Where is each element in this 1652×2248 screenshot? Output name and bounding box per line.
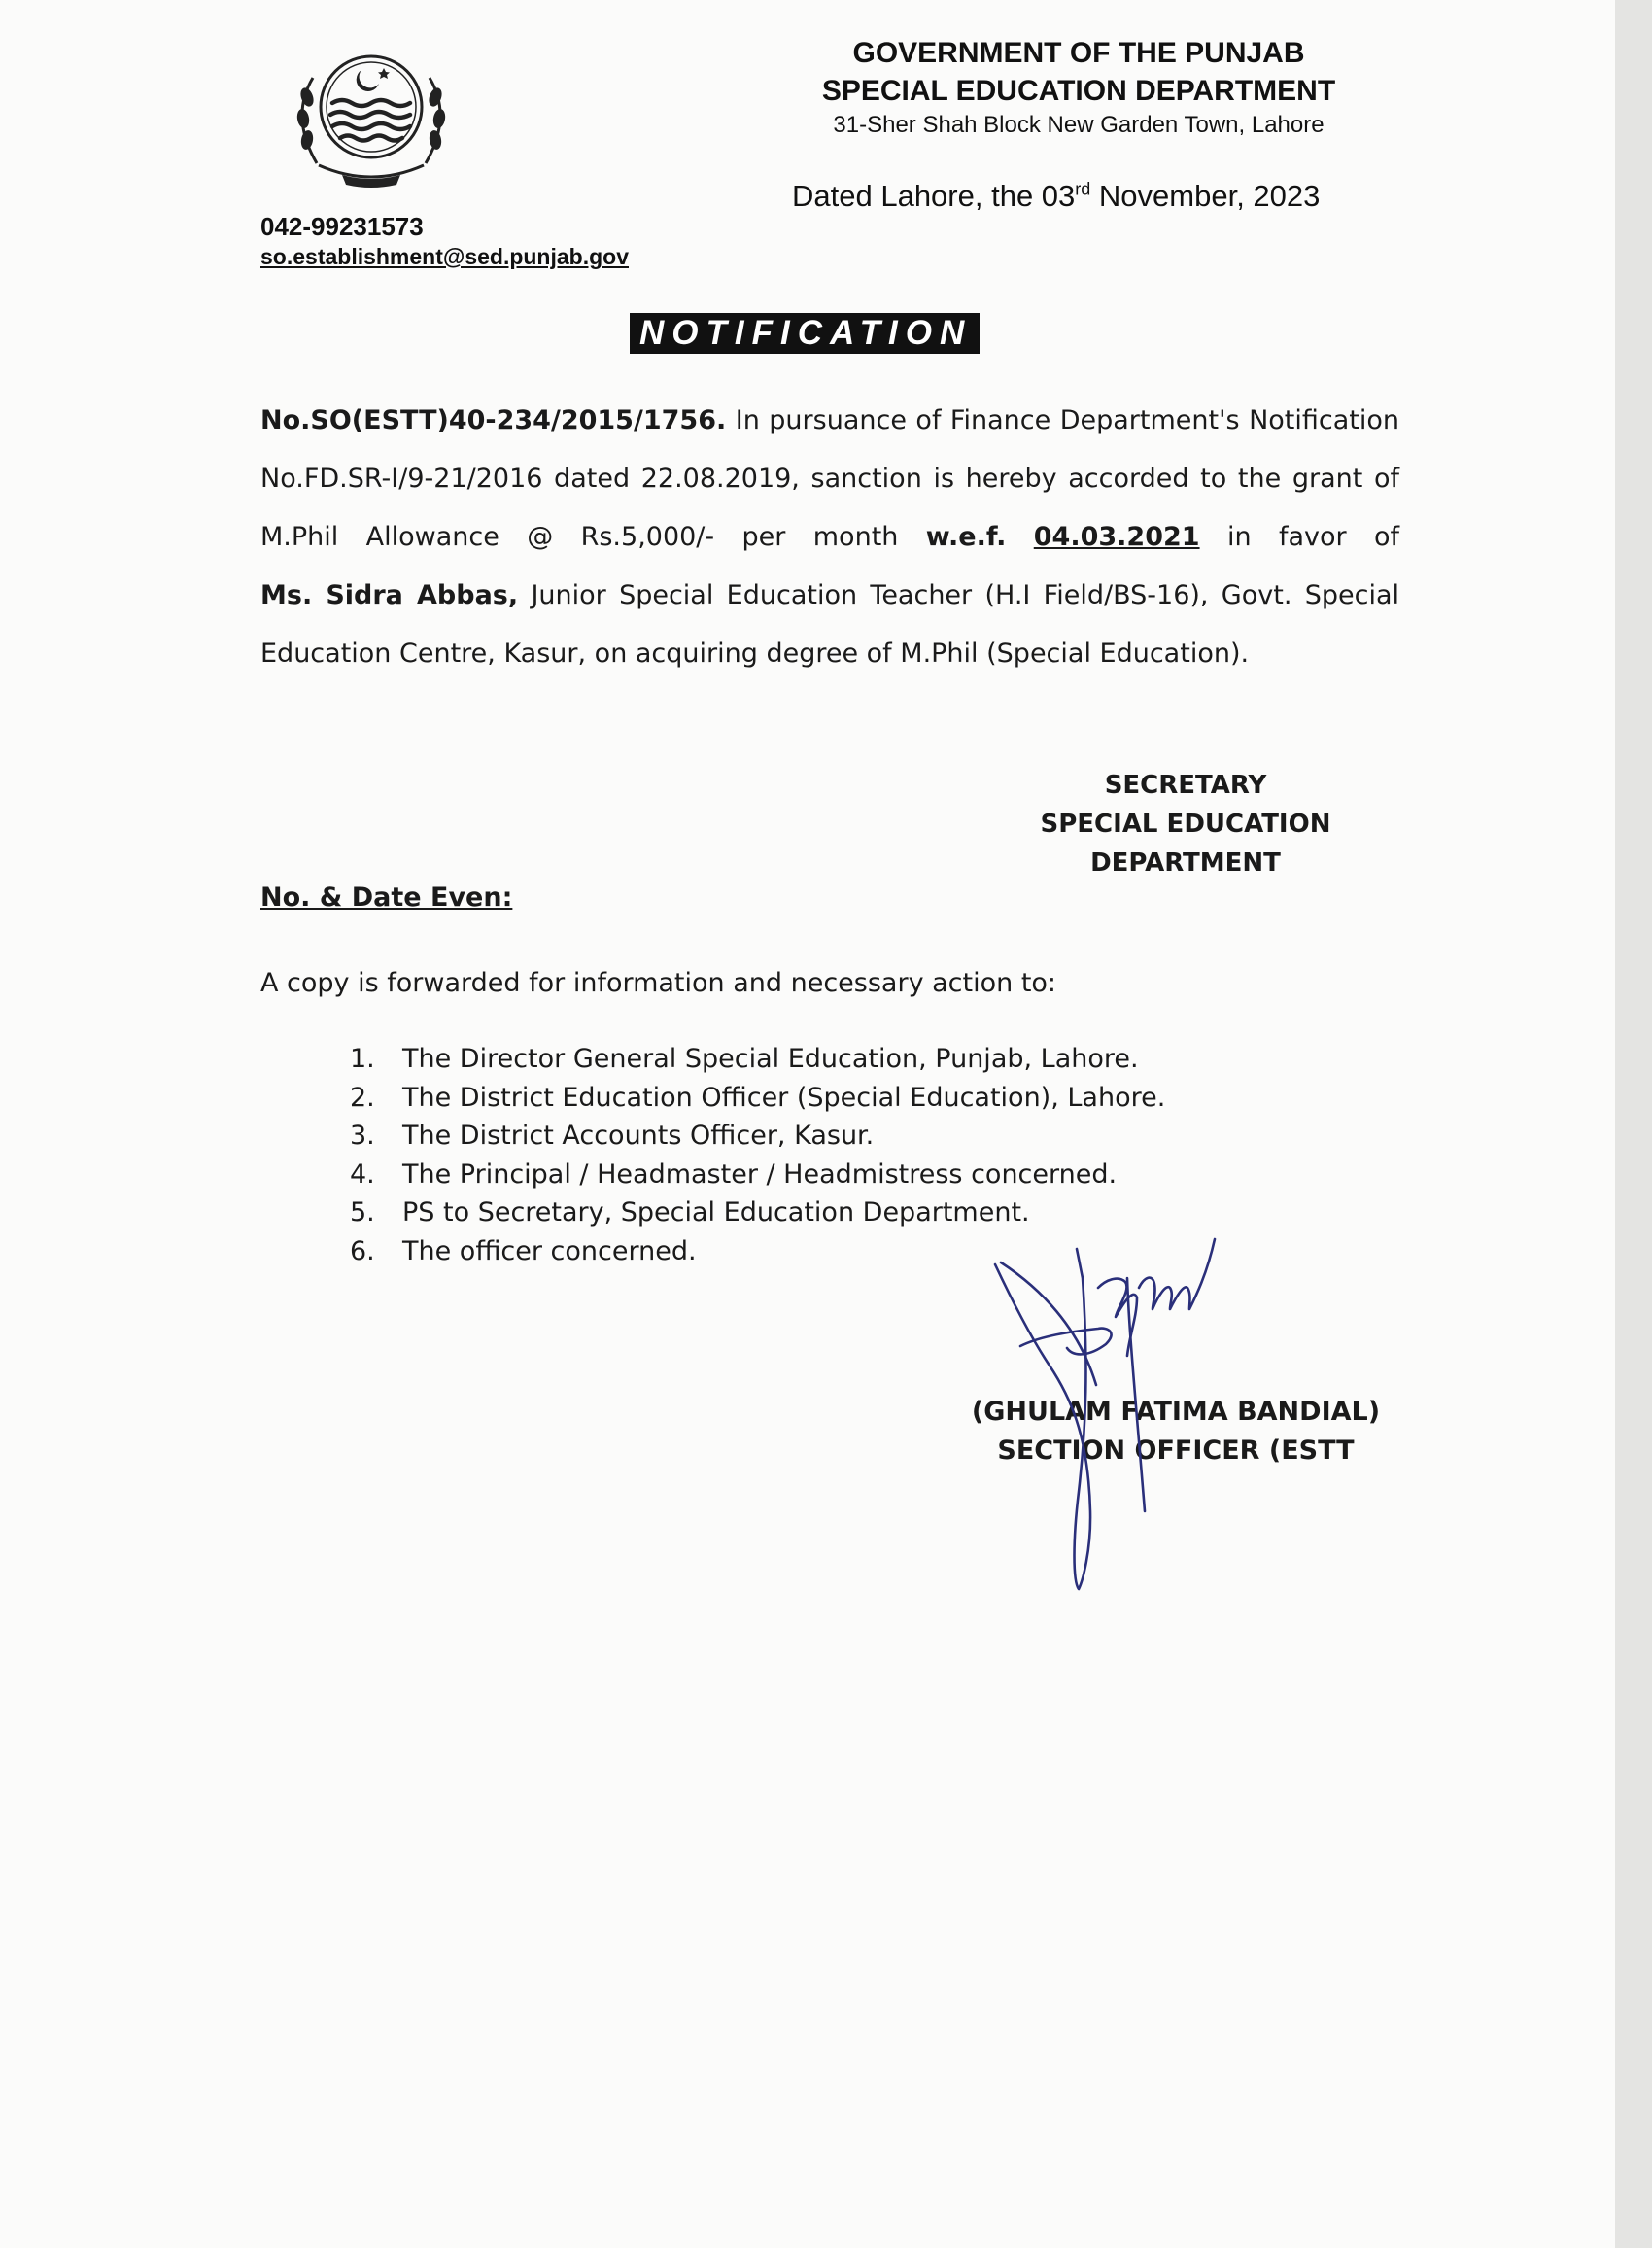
header-address: 31-Sher Shah Block New Garden Town, Lahore (833, 112, 1325, 138)
body-line-3 (260, 515, 1399, 573)
body-line-4 (260, 573, 1399, 632)
list-item-number: 1. (350, 1044, 375, 1074)
header-department: SPECIAL EDUCATION DEPARTMENT (821, 75, 1336, 107)
wef-label: w.e.f. (925, 522, 1007, 552)
list-item-number: 6. (350, 1235, 375, 1266)
list-item-number: 4. (350, 1159, 375, 1190)
dated-prefix: Dated Lahore, the 03 (792, 179, 1076, 213)
punjab-emblem-icon (274, 39, 468, 202)
reference-number: No.SO(ESTT)40-234/2015/1756. (260, 405, 727, 435)
effective-date: 04.03.2021 (1033, 522, 1200, 552)
handwritten-signature-icon (981, 1220, 1273, 1599)
body-line-1 (260, 398, 1399, 457)
signatory-name: (GHULAM FATIMA BANDIAL) (971, 1397, 1381, 1427)
notification-body (260, 398, 1399, 690)
list-item-text: The District Accounts Officer, Kasur. (402, 1121, 875, 1151)
endorsement-heading: No. & Date Even: (260, 882, 513, 913)
secretary-line-3: DEPARTMENT (1090, 848, 1281, 878)
list-item-number: 3. (350, 1121, 375, 1151)
dated-line (792, 179, 1320, 214)
list-item-text: The District Education Officer (Special Education), Lahore. (402, 1082, 1166, 1113)
list-item-text: PS to Secretary, Special Education Department. (402, 1197, 1030, 1228)
list-item (350, 1156, 1165, 1194)
body-line-3-part1: M.Phil Allowance @ Rs.5,000/- per month (260, 522, 899, 552)
dated-suffix: rd (1075, 179, 1091, 199)
employee-name: Ms. Sidra Abbas, (260, 580, 519, 610)
signatory-designation: SECTION OFFICER (ESTT (997, 1435, 1355, 1466)
list-item (350, 1079, 1165, 1118)
body-line-2: No.FD.SR-I/9-21/2016 dated 22.08.2019, sanction is hereby accorded to the grant of (260, 464, 1399, 494)
body-line-1-text: In pursuance of Finance Department's Notification (735, 405, 1399, 435)
list-item (350, 1117, 1165, 1156)
body-line-3-part2: in favor of (1226, 522, 1399, 552)
header-government: GOVERNMENT OF THE PUNJAB (852, 37, 1305, 69)
list-item-number: 5. (350, 1197, 375, 1228)
list-item-text: The Principal / Headmaster / Headmistress concerned. (402, 1159, 1118, 1190)
list-item-number: 2. (350, 1082, 375, 1113)
list-item (350, 1040, 1165, 1079)
notification-title: NOTIFICATION (630, 313, 980, 354)
endorsement-intro: A copy is forwarded for information and necessary action to: (260, 968, 1057, 998)
body-line-5: Education Centre, Kasur, on acquiring degree of M.Phil (Special Education). (260, 639, 1250, 669)
contact-phone: 042-99231573 (260, 212, 424, 241)
contact-email[interactable]: so.establishment@sed.punjab.gov (260, 244, 629, 269)
secretary-line-2: SPECIAL EDUCATION (1040, 810, 1331, 839)
list-item-text: The officer concerned. (402, 1235, 697, 1266)
dated-rest: November, 2023 (1090, 179, 1321, 213)
scan-edge (1615, 0, 1652, 2248)
list-item-text: The Director General Special Education, Punjab, Lahore. (402, 1044, 1139, 1074)
body-line-4-text: Junior Special Education Teacher (H.I Field/BS-16), Govt. Special (531, 580, 1399, 610)
secretary-line-1: SECRETARY (1104, 771, 1267, 800)
